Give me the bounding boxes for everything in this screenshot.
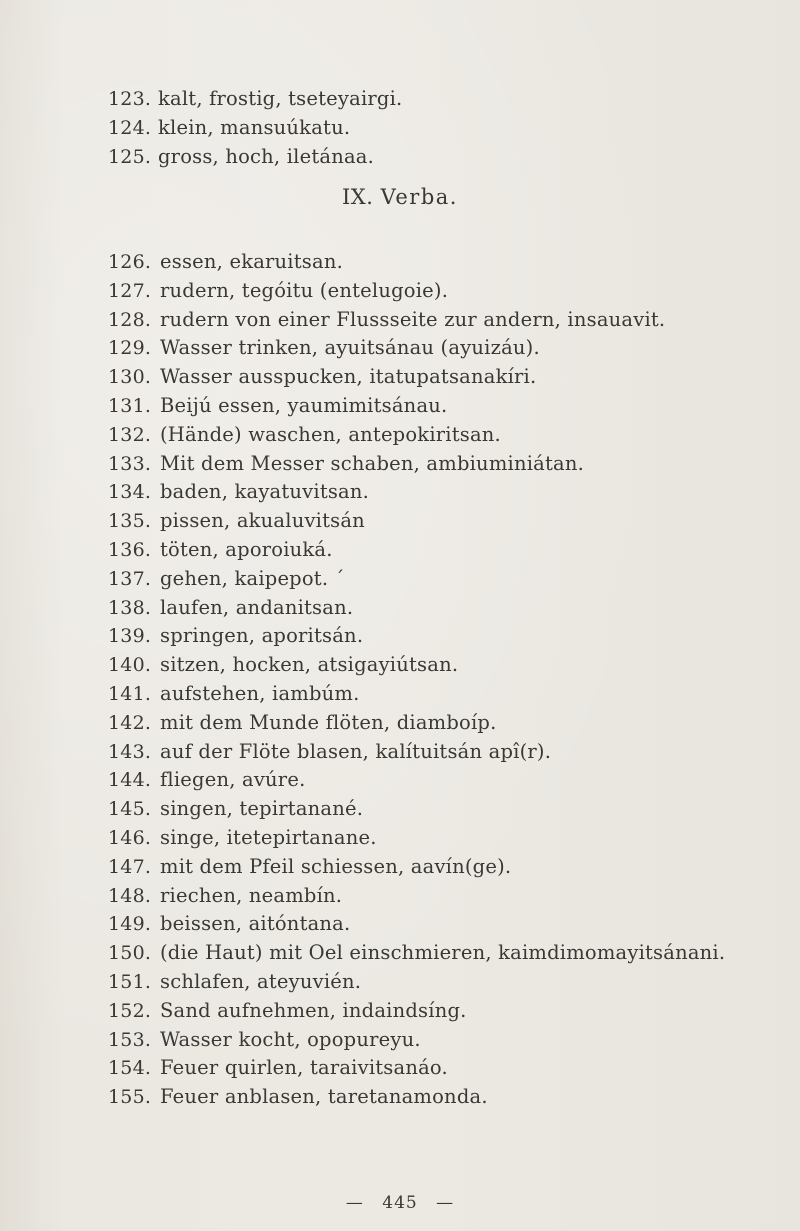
list-item: [108, 853, 725, 882]
entry-number: 127.: [108, 279, 152, 302]
entry-text: gehen, kaipepot. ´: [160, 566, 345, 590]
list-item: [108, 651, 725, 680]
entry-text: Wasser trinken, ayuitsánau (ayuizáu).: [160, 336, 540, 360]
list-item: [108, 363, 725, 392]
entry-number: 147.: [108, 855, 152, 878]
entry-text: Feuer anblasen, taretanamonda.: [160, 1085, 488, 1109]
list-item: [108, 882, 725, 911]
list-item: [108, 113, 402, 142]
entry-number: 133.: [108, 452, 152, 475]
list-item: [108, 795, 725, 824]
list-item: [108, 277, 725, 306]
page-footer: [0, 1193, 800, 1213]
entry-number: 153.: [108, 1028, 152, 1051]
entry-number: 139.: [108, 625, 152, 648]
entry-text: kalt, frostig, tseteyairgi.: [158, 87, 403, 110]
entry-text: gross, hoch, iletánaa.: [158, 145, 375, 168]
list-item: [108, 334, 725, 363]
list-item: [108, 766, 725, 795]
entry-text: singen, tepirtanané.: [160, 797, 364, 821]
entry-number: 132.: [108, 423, 152, 446]
list-item: [108, 939, 725, 968]
list-item: [108, 622, 725, 651]
list-item: [108, 910, 725, 939]
entry-number: 151.: [108, 970, 152, 993]
list-item: [108, 1054, 725, 1083]
entry-text: essen, ekaruitsan.: [160, 250, 343, 273]
list-item: [108, 709, 725, 738]
entry-text: aufstehen, iambúm.: [160, 681, 360, 705]
entry-text: Wasser kocht, opopureyu.: [160, 1027, 421, 1051]
entry-text: Feuer quirlen, taraivitsanáo.: [160, 1056, 448, 1080]
list-item: [108, 565, 725, 594]
entry-text: mit dem Pfeil schiessen, aavín(ge).: [160, 854, 512, 878]
section-numeral: IX.: [342, 185, 374, 209]
entry-text: rudern, tegóitu (entelugoie).: [160, 278, 449, 302]
entry-number: 141.: [108, 682, 152, 705]
entry-number: 154.: [108, 1057, 152, 1080]
entry-number: 126.: [108, 251, 152, 273]
verb-entries: [108, 248, 725, 1112]
entry-number: 135.: [108, 510, 152, 533]
footer-dash-left: —: [345, 1193, 364, 1213]
entry-number: 152.: [108, 999, 152, 1022]
list-item: [108, 248, 725, 277]
list-item: [108, 680, 725, 709]
entry-number: 134.: [108, 481, 152, 504]
entry-text: pissen, akualuvitsán: [160, 509, 365, 533]
entry-text: Wasser ausspucken, itatupatsanakíri.: [160, 365, 537, 389]
entry-number: 144.: [108, 769, 152, 792]
entry-number: 124.: [108, 117, 152, 139]
list-item: [108, 824, 725, 853]
entry-text: springen, aporitsán.: [160, 624, 364, 648]
entry-text: auf der Flöte blasen, kalítuitsán apî(r).: [160, 739, 552, 763]
page-number: 445: [382, 1193, 418, 1213]
entry-number: 150.: [108, 942, 152, 965]
list-item: [108, 478, 725, 507]
entry-text: schlafen, ateyuvién.: [160, 969, 362, 993]
list-item: [108, 1083, 725, 1112]
entry-text: fliegen, avúre.: [160, 768, 306, 792]
entry-number: 148.: [108, 884, 152, 907]
entry-text: Sand aufnehmen, indaindsíng.: [160, 998, 467, 1022]
entry-text: Beijú essen, yaumimitsánau.: [160, 393, 448, 417]
footer-dash-right: —: [436, 1193, 455, 1213]
entry-text: laufen, andanitsan.: [160, 595, 354, 619]
list-item: [108, 536, 725, 565]
list-item: [108, 84, 402, 113]
list-item: [108, 968, 725, 997]
entry-text: mit dem Munde flöten, diamboíp.: [160, 710, 497, 734]
entry-text: Mit dem Messer schaben, ambiuminiátan.: [160, 451, 584, 475]
entry-text: baden, kayatuvitsan.: [160, 480, 370, 504]
entry-number: 128.: [108, 308, 152, 331]
list-item: [108, 142, 402, 171]
list-item: [108, 306, 725, 335]
list-item: [108, 1026, 725, 1055]
entry-number: 123.: [108, 88, 152, 110]
entry-number: 149.: [108, 913, 152, 936]
entry-text: klein, mansuúkatu.: [158, 116, 351, 139]
entry-text: singe, itetepirtanane.: [160, 825, 377, 849]
entry-number: 140.: [108, 654, 152, 677]
entry-number: 155.: [108, 1086, 152, 1109]
section-title-text: Verba.: [380, 185, 458, 209]
entry-text: (Hände) waschen, antepokiritsan.: [160, 422, 501, 446]
list-item: [108, 421, 725, 450]
list-item: [108, 450, 725, 479]
entry-text: beissen, aitóntana.: [160, 912, 351, 936]
entry-text: rudern von einer Flussseite zur andern, insauavit.: [160, 307, 666, 331]
entry-number: 142.: [108, 711, 152, 734]
section-heading: [0, 185, 800, 209]
entry-number: 137.: [108, 567, 152, 590]
entry-text: riechen, neambín.: [160, 883, 343, 907]
entry-text: sitzen, hocken, atsigayiútsan.: [160, 653, 459, 677]
entry-number: 136.: [108, 538, 152, 561]
entry-number: 131.: [108, 394, 152, 417]
list-item: [108, 738, 725, 767]
adjective-entries: [108, 84, 402, 171]
entry-text: töten, aporoiuká.: [160, 537, 333, 561]
entry-text: (die Haut) mit Oel einschmieren, kaimdimomayitsánani.: [160, 941, 726, 965]
entry-number: 125.: [108, 146, 152, 168]
entry-number: 146.: [108, 826, 152, 849]
list-item: [108, 392, 725, 421]
list-item: [108, 594, 725, 623]
entry-number: 129.: [108, 337, 152, 360]
entry-number: 130.: [108, 366, 152, 389]
entry-number: 138.: [108, 596, 152, 619]
list-item: [108, 997, 725, 1026]
entry-number: 145.: [108, 798, 152, 821]
entry-number: 143.: [108, 740, 152, 763]
list-item: [108, 507, 725, 536]
